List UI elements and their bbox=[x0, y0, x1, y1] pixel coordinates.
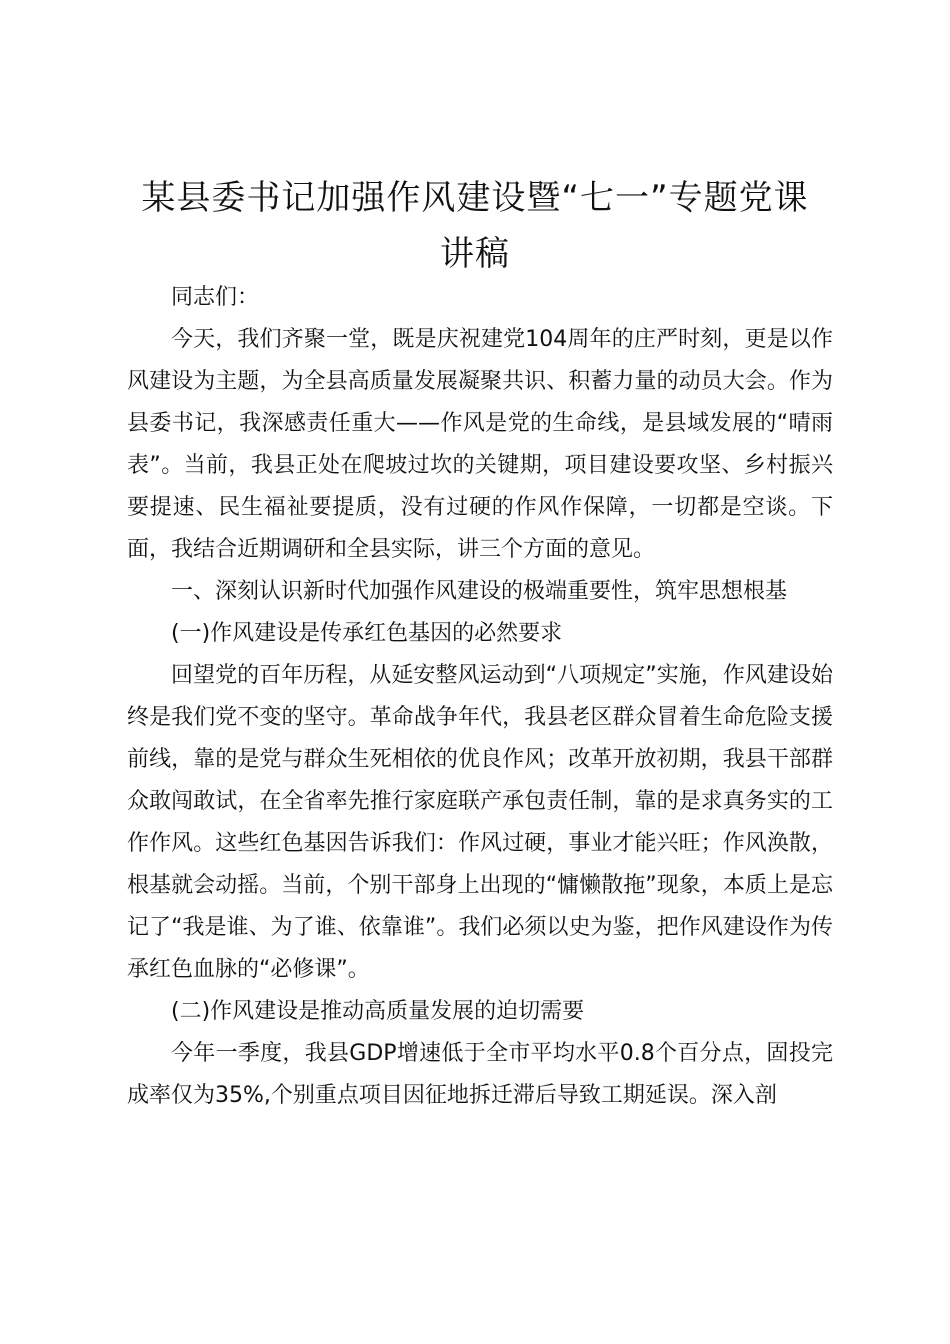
salutation: 同志们： bbox=[171, 285, 260, 310]
subsection-heading-1: (一)作风建设是传承红色基因的必然要求 bbox=[171, 621, 563, 646]
document-title-line-2: 讲稿 bbox=[440, 234, 510, 274]
document-title-line-1: 某县委书记加强作风建设暨“七一”专题党课 bbox=[141, 178, 809, 218]
paragraph-red-gene: 回望党的百年历程，从延安整风运动到“八项规定”实施，作风建设始终是我们党不变的坚守。革命战争年代，我县老区群众冒着生命危险支援前线，靠的是党与群众生死相依的优良作风；改革开放初期，我县干部群众敢闯敢试，在全省率先推行家庭联产承包责任制，靠的是求真务实的工作作风。这些红色基因告诉我们：作风过硬，事业才能兴旺；作风涣散，根基就会动摇。当前，个别干部身上出现的“慵懒散拖”现象，本质上是忘记了“我是谁、为了谁、依靠谁”。我们必须以史为鉴，把作风建设作为传承红色血脉的“必修课”。 bbox=[127, 663, 833, 982]
paragraph-development: 今年一季度，我县GDP增速低于全市平均水平0.8个百分点，固投完成率仅为35%,个别重点项目因征地拆迁滞后导致工期延误。深入剖 bbox=[127, 1041, 833, 1108]
section-heading-1: 一、深刻认识新时代加强作风建设的极端重要性，筑牢思想根基 bbox=[171, 579, 788, 604]
document-title bbox=[110, 170, 840, 282]
paragraph-intro: 今天，我们齐聚一堂，既是庆祝建党104周年的庄严时刻，更是以作风建设为主题，为全县高质量发展凝聚共识、积蓄力量的动员大会。作为县委书记，我深感责任重大——作风是党的生命线，是县域发展的“晴雨表”。当前，我县正处在爬坡过坎的关键期，项目建设要攻坚、乡村振兴要提速、民生福祉要提质，没有过硬的作风作保障，一切都是空谈。下面，我结合近期调研和全县实际，讲三个方面的意见。 bbox=[127, 327, 833, 562]
subsection-heading-2: (二)作风建设是推动高质量发展的迫切需要 bbox=[171, 999, 585, 1024]
document-body bbox=[127, 277, 833, 1117]
